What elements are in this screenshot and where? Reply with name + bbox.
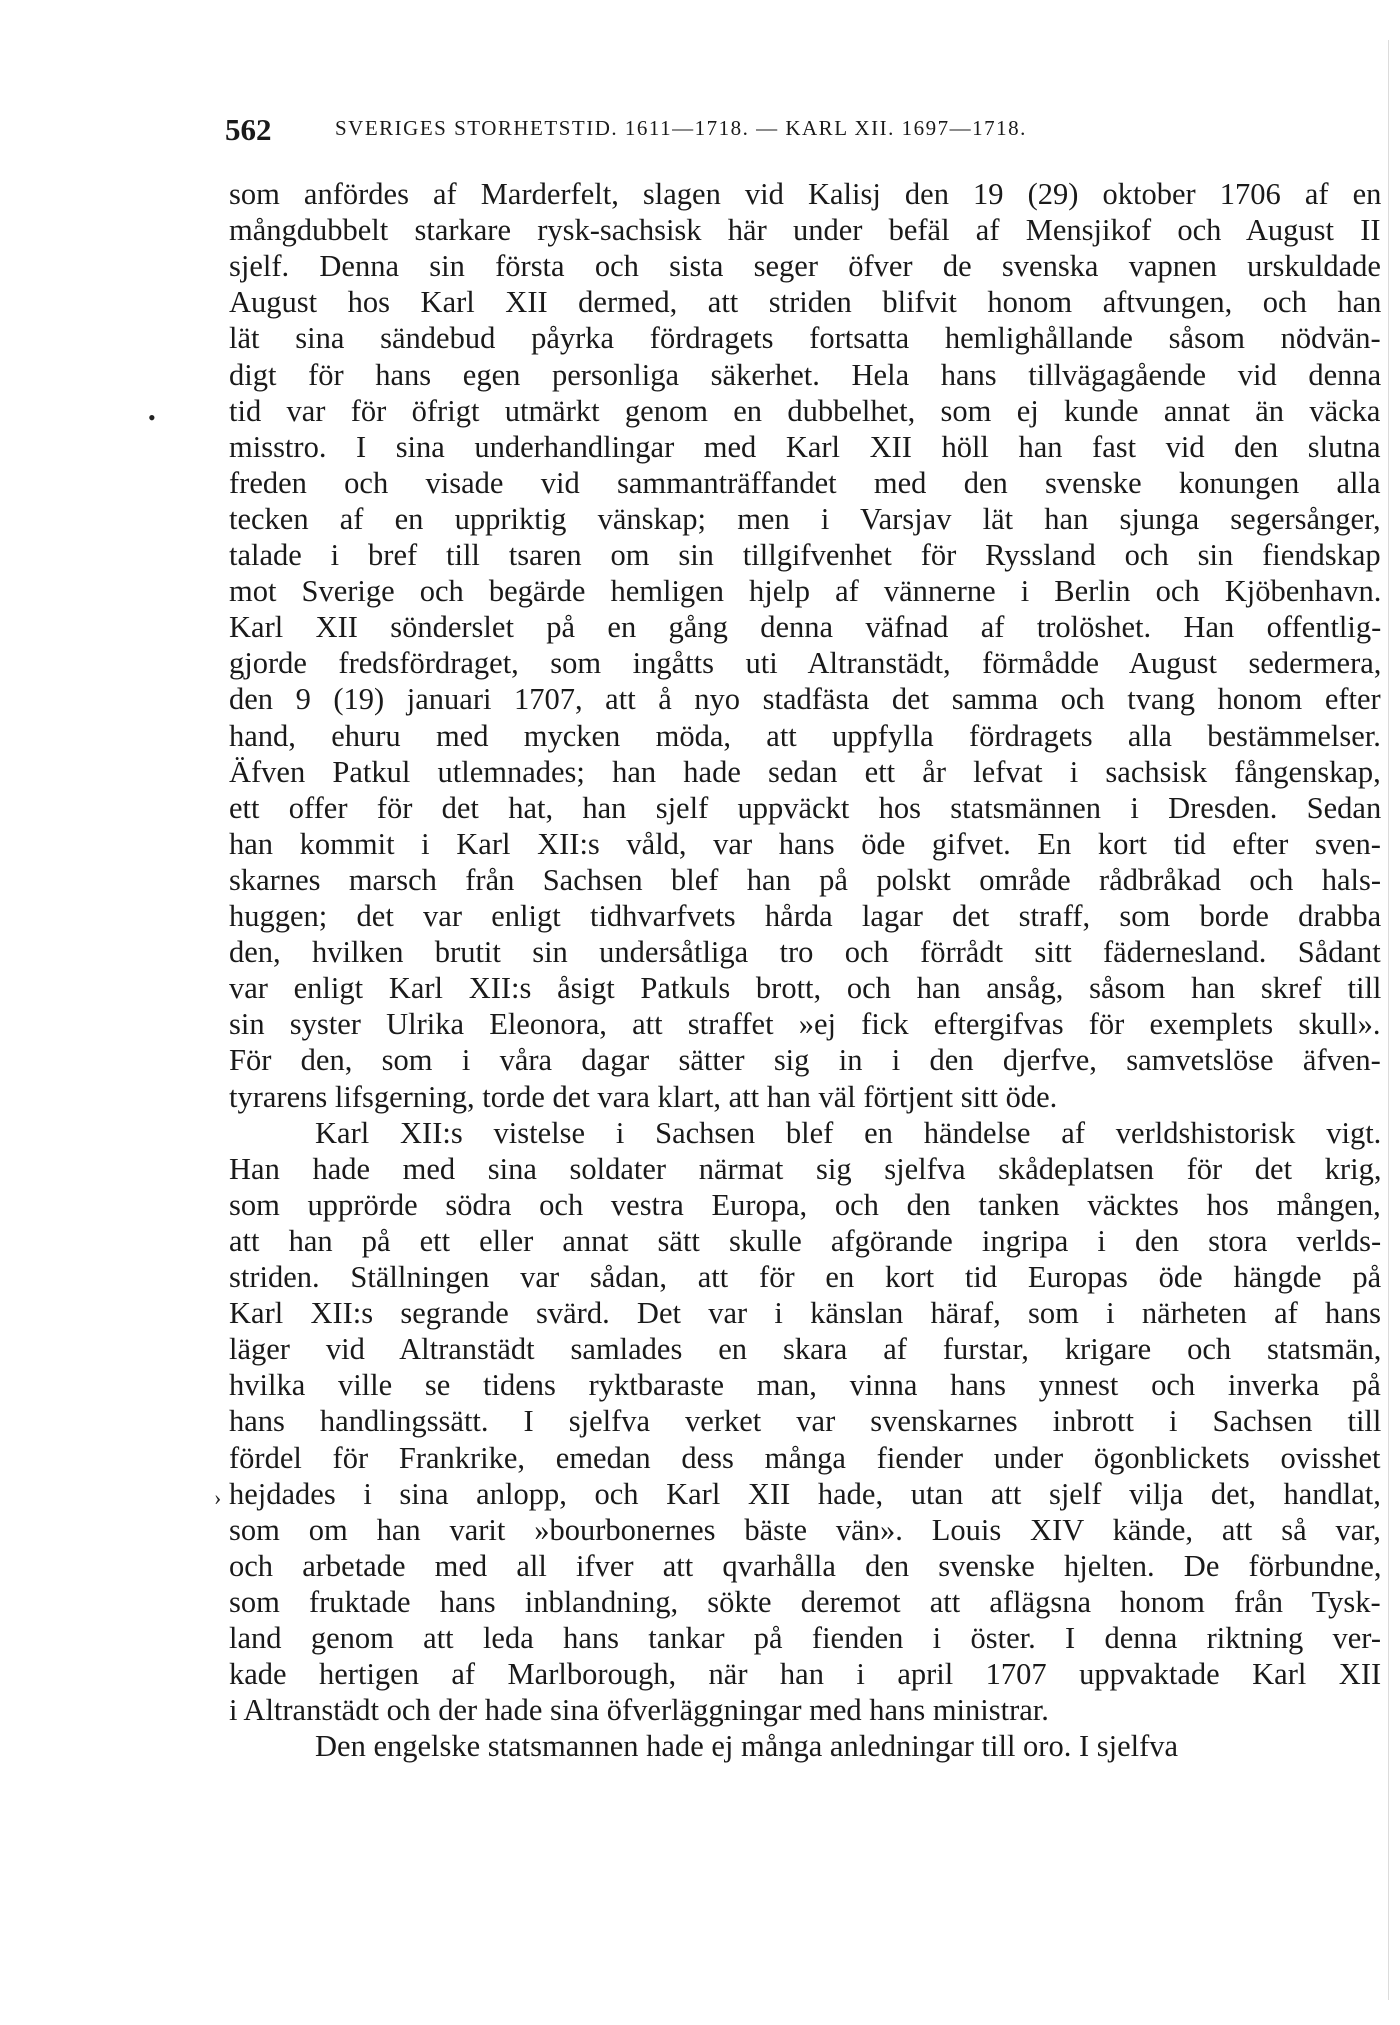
text-line: Han hade med sina soldater närmat sig sjelfva skådeplatsen för det krig,: [229, 1151, 1382, 1186]
text-line: gjorde fredsfördraget, som ingåtts uti Altranstädt, förmådde August sedermera,: [229, 646, 1382, 681]
text-line: striden. Ställningen var sådan, att för en kort tid Europas öde hängde på: [229, 1260, 1382, 1294]
text-line: som fruktade hans inblandning, sökte deremot att aflägsna honom från Tysk-: [229, 1584, 1381, 1619]
text-line: mot Sverige och begärde hemligen hjelp af vännerne i Berlin och Kjöbenhavn.: [229, 574, 1382, 609]
page-edge-rule: [1388, 40, 1389, 2000]
text-line: freden och visade vid sammanträffandet med den svenske konungen alla: [229, 465, 1381, 500]
page-number: 562: [225, 112, 272, 147]
text-line: Karl XII:s vistelse i Sachsen blef en händelse af verldshistorisk vigt.: [315, 1115, 1382, 1150]
text-line: Den engelske statsmannen hade ej många anledningar till oro. I sjelfva: [315, 1729, 1179, 1764]
margin-mark: •: [148, 405, 156, 430]
text-line: Karl XII sönderslet på en gång denna väfnad af trolöshet. Han offentlig-: [229, 610, 1382, 645]
running-header: [225, 112, 1265, 148]
text-line: tid var för öfrigt utmärkt genom en dubbelhet, som ej kunde annat än väcka: [229, 393, 1381, 428]
text-line: digt för hans egen personliga säkerhet. Hela hans tillvägagående vid denna: [229, 357, 1382, 392]
text-line: ett offer för det hat, han sjelf uppväckt hos statsmännen i Dresden. Sedan: [229, 790, 1382, 825]
text-line: den 9 (19) januari 1707, att å nyo stadfästa det samma och tvang honom efter: [229, 682, 1381, 717]
text-line: mångdubbelt starkare rysk-sachsisk här under befäl af Mensjikof och August II: [229, 213, 1381, 248]
text-line: var enligt Karl XII:s åsigt Patkuls brott, och han ansåg, såsom han skref till: [229, 971, 1382, 1006]
text-line: skarnes marsch från Sachsen blef han på polskt område rådbråkad och hals-: [229, 862, 1382, 897]
text-line: hans handlingssätt. I sjelfva verket var svenskarnes inbrott i Sachsen till: [229, 1404, 1382, 1439]
margin-mark: ›: [214, 1485, 222, 1510]
text-line: Äfven Patkul utlemnades; han hade sedan ett år lefvat i sachsisk fångenskap,: [229, 754, 1381, 789]
text-line: lät sina sändebud påyrka fördragets fortsatta hemlighållande såsom nödvän-: [229, 321, 1381, 356]
running-title: SVERIGES STORHETSTID. 1611—1718. — KARL XII. 1697—1718.: [335, 116, 1027, 140]
text-line: som upprörde södra och vestra Europa, och den tanken väcktes hos mången,: [229, 1187, 1381, 1222]
text-line: misstro. I sina underhandlingar med Karl XII höll han fast vid den slutna: [229, 429, 1381, 464]
text-line: fördel för Frankrike, emedan dess många fiender under ögonblickets ovisshet: [229, 1440, 1381, 1475]
text-line: som om han varit »bourbonernes bäste vän». Louis XIV kände, att så var,: [229, 1512, 1381, 1547]
text-line: huggen; det var enligt tidhvarfvets hårda lagar det straff, som borde drabba: [229, 899, 1382, 933]
text-line: och arbetade med all ifver att qvarhålla den svenske hjelten. De förbundne,: [229, 1548, 1382, 1583]
text-line: i Altranstädt och der hade sina öfverläggningar med hans ministrar.: [229, 1693, 1049, 1728]
text-line: Karl XII:s segrande svärd. Det var i känslan häraf, som i närheten af hans: [229, 1296, 1381, 1331]
text-line: talade i bref till tsaren om sin tillgifvenhet för Ryssland och sin fiendskap: [229, 538, 1381, 572]
text-line: han kommit i Karl XII:s våld, var hans öde gifvet. En kort tid efter sven-: [229, 826, 1381, 861]
text-line: hand, ehuru med mycken möda, att uppfylla fördragets alla bestämmelser.: [229, 718, 1381, 753]
text-line: tyrarens lifsgerning, torde det vara klart, att han väl förtjent sitt öde.: [229, 1079, 1058, 1114]
text-line: hvilka ville se tidens ryktbaraste man, vinna hans ynnest och inverka på: [229, 1368, 1381, 1403]
text-line: land genom att leda hans tankar på fienden i öster. I denna riktning ver-: [229, 1621, 1382, 1655]
text-line: sjelf. Denna sin första och sista seger öfver de svenska vapnen urskuldade: [229, 249, 1381, 284]
text-line: hejdades i sina anlopp, och Karl XII hade, utan att sjelf vilja det, handlat,: [229, 1476, 1381, 1511]
text-line: För den, som i våra dagar sätter sig in i den djerfve, samvetslöse äfven-: [229, 1043, 1381, 1078]
text-line: tecken af en uppriktig vänskap; men i Varsjav lät han sjunga segersånger,: [229, 501, 1381, 536]
text-line: sin syster Ulrika Eleonora, att straffet »ej fick eftergifvas för exemplets skull».: [229, 1007, 1381, 1042]
text-line: som anfördes af Marderfelt, slagen vid Kalisj den 19 (29) oktober 1706 af en: [229, 177, 1382, 211]
text-line: att han på ett eller annat sätt skulle afgörande ingripa i den stora verlds-: [229, 1223, 1382, 1258]
text-line: läger vid Altranstädt samlades en skara af furstar, krigare och statsmän,: [229, 1332, 1382, 1367]
text-line: August hos Karl XII dermed, att striden blifvit honom aftvungen, och han: [229, 285, 1382, 320]
text-line: kade hertigen af Marlborough, när han i april 1707 uppvaktade Karl XII: [229, 1657, 1382, 1692]
text-line: den, hvilken brutit sin undersåtliga tro och förrådt sitt fädernesland. Sådant: [229, 935, 1381, 970]
